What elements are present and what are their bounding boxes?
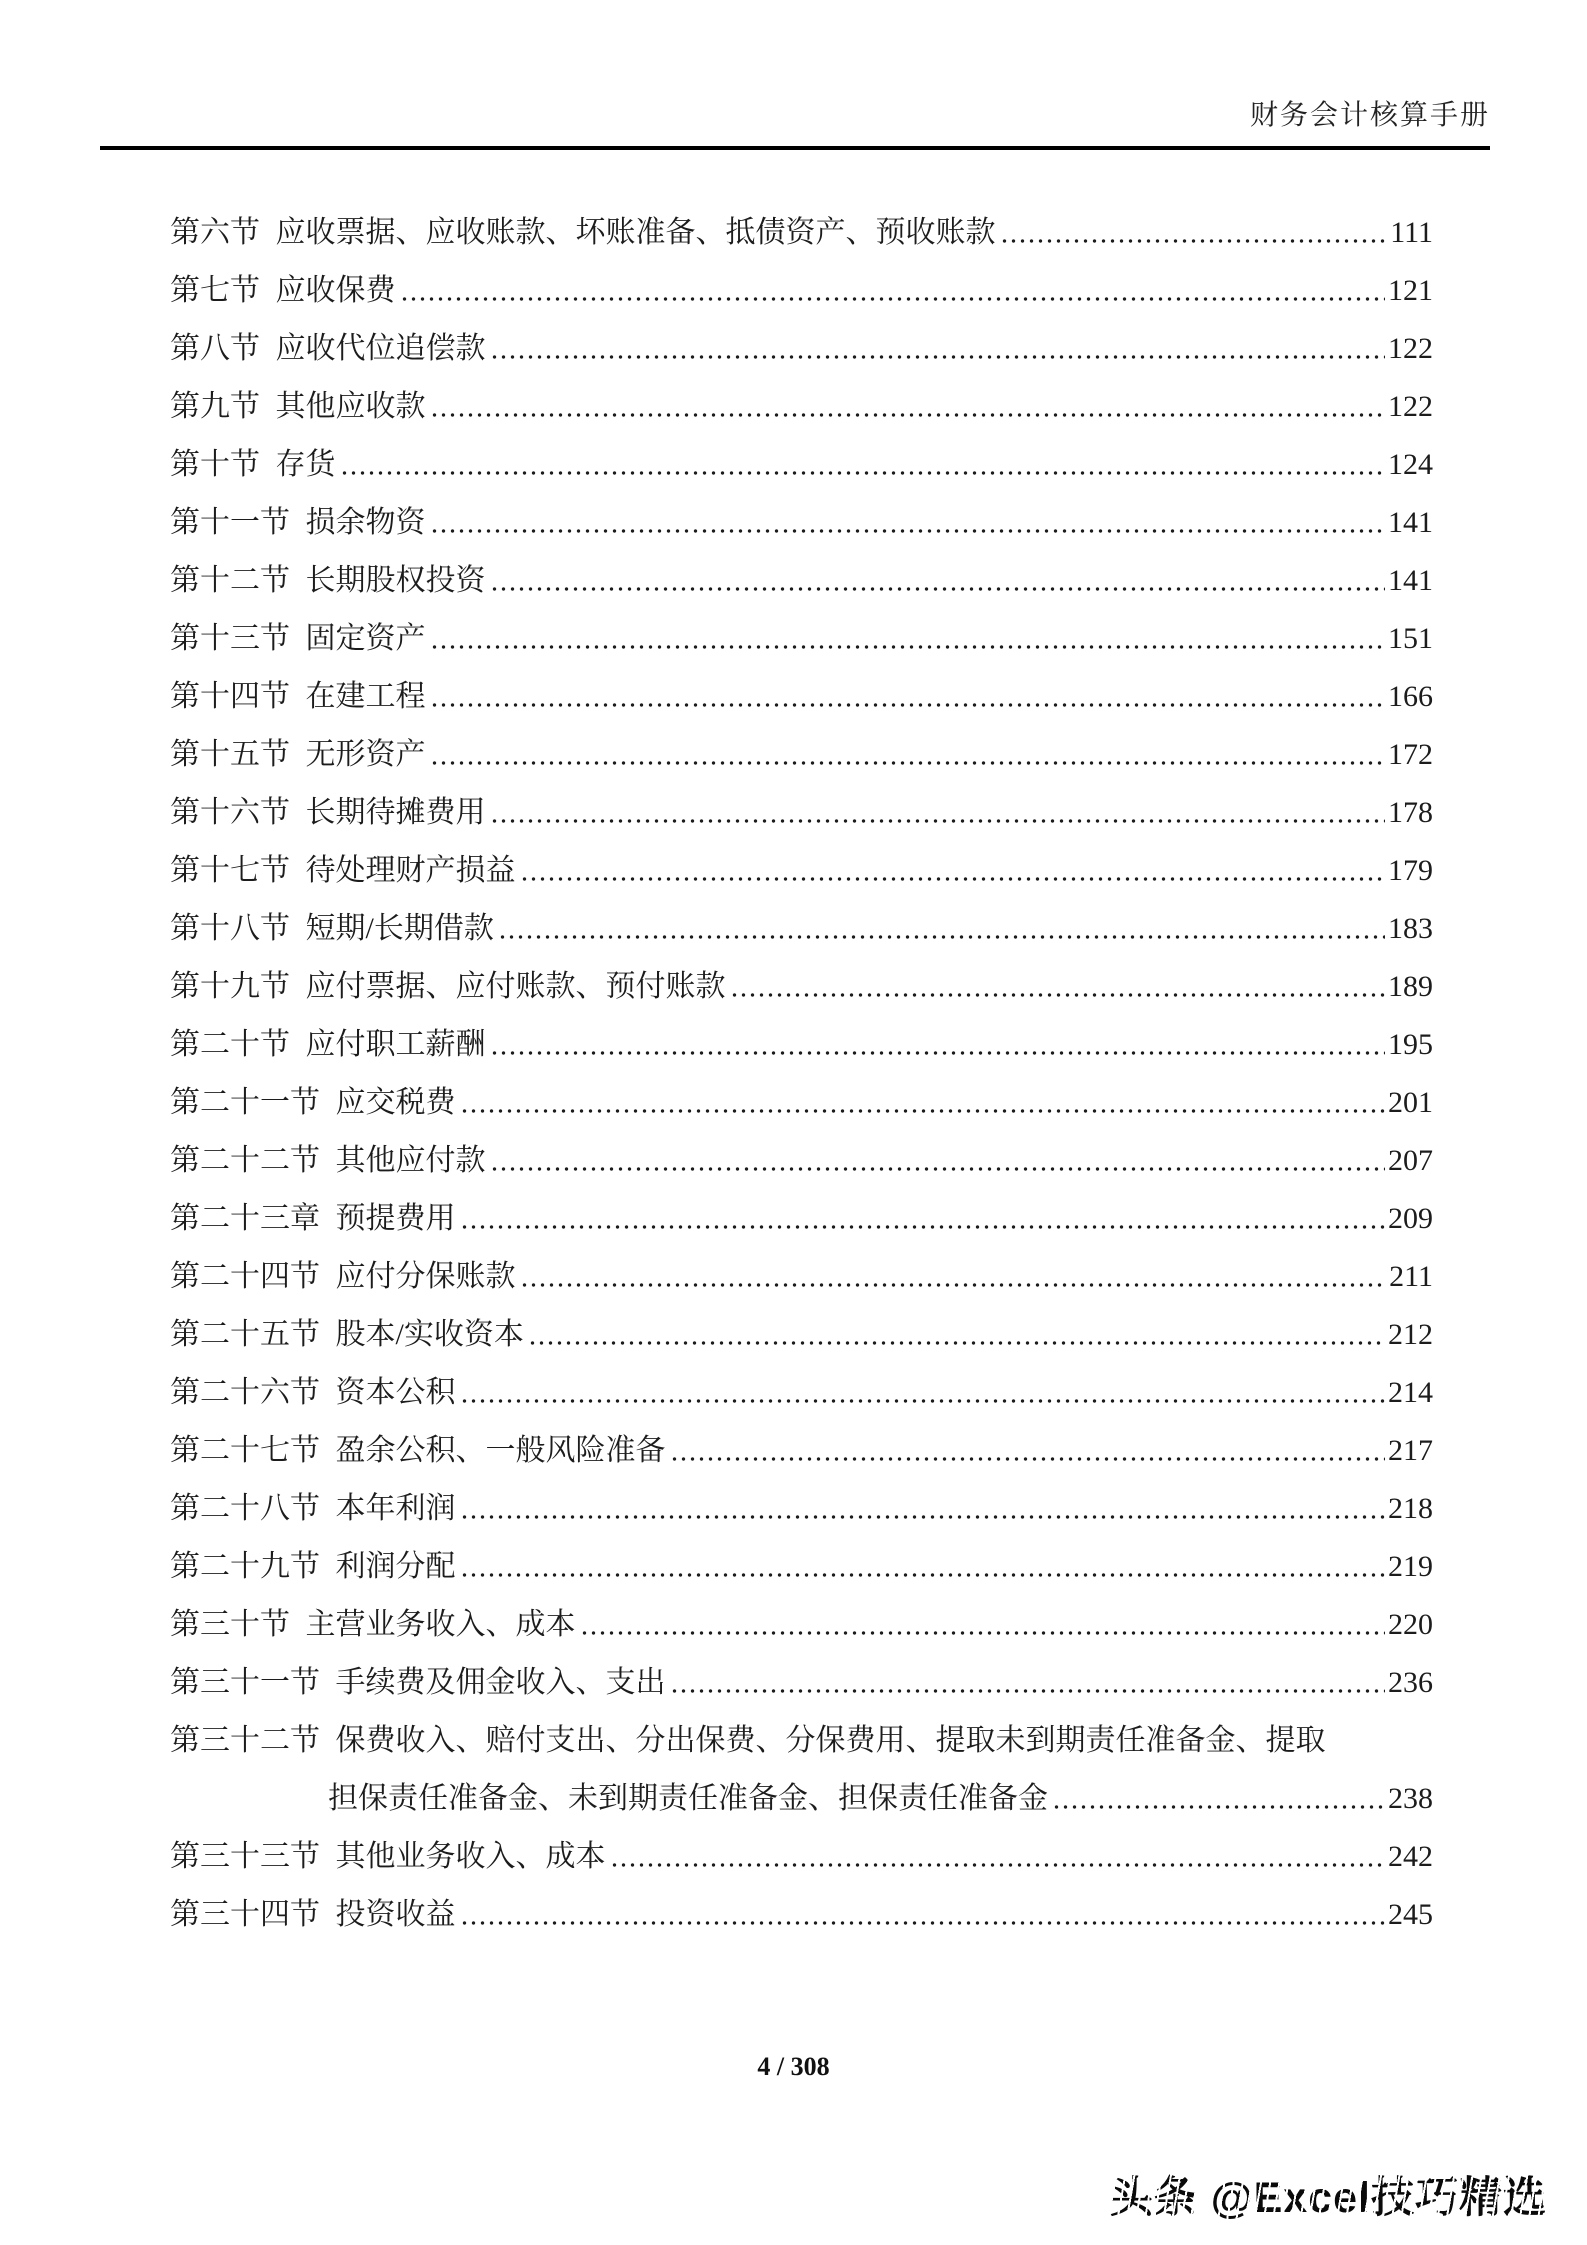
toc-entry-text: 第三十三节 其他业务收入、成本 [170,1839,606,1873]
toc-dot-leader [430,645,1386,649]
toc-entry-text: 第二十三章 预提费用 [170,1201,456,1235]
toc-page-number: 189 [1388,969,1433,1003]
toc-entry[interactable] [170,482,1433,540]
toc-entry[interactable] [170,714,1433,772]
toc-dot-leader [460,1921,1386,1925]
toc-entry-text: 第十四节 在建工程 [170,679,426,713]
toc-dot-leader [460,1399,1386,1403]
toc-page-number: 209 [1388,1201,1433,1235]
document-header-title: 财务会计核算手册 [1249,100,1490,131]
toc-entry-text: 第二十七节 盈余公积、一般风险准备 [170,1433,666,1467]
toc-dot-leader [670,1457,1386,1461]
toc-entry[interactable] [170,1062,1433,1120]
toc-entry-text: 第三十四节 投资收益 [170,1897,456,1931]
toc-entry-text: 第三十一节 手续费及佣金收入、支出 [170,1665,666,1699]
toc-page-number: 111 [1390,215,1433,249]
toc-entry-text: 第十六节 长期待摊费用 [170,795,486,829]
toc-entry-text: 第三十二节 保费收入、赔付支出、分出保费、分保费用、提取未到期责任准备金、提取 [170,1723,1326,1757]
toc-page-number: 122 [1388,331,1433,365]
toc-page-number: 212 [1388,1317,1433,1351]
toc-page-number: 172 [1388,737,1433,771]
toc-dot-leader [490,819,1386,823]
toc-entry[interactable] [170,250,1433,308]
toc-dot-leader [498,935,1385,939]
toc-entry-text: 第二十二节 其他应付款 [170,1143,486,1177]
toc-entry-text: 第十一节 损余物资 [170,505,426,539]
toc-dot-leader [460,1109,1386,1113]
toc-entry[interactable] [170,1526,1433,1584]
toc-entry[interactable] [170,1178,1433,1236]
toc-dot-leader [490,1167,1386,1171]
toc-dot-leader [580,1631,1386,1635]
toc-dot-leader [490,355,1386,359]
toc-entry[interactable] [170,1642,1433,1700]
toc-page-number: 214 [1388,1375,1433,1409]
table-of-contents [170,192,1433,1932]
toc-entry[interactable] [170,1758,1433,1816]
toc-entry[interactable] [170,1294,1433,1352]
toc-entry[interactable] [170,772,1433,830]
toc-dot-leader [460,1573,1386,1577]
toc-entry[interactable] [170,1468,1433,1526]
toc-entry-text: 第十五节 无形资产 [170,737,426,771]
toc-entry-text: 第二十一节 应交税费 [170,1085,456,1119]
toc-page-number: 178 [1388,795,1433,829]
toc-dot-leader [460,1515,1386,1519]
toc-dot-leader [430,529,1386,533]
toc-dot-leader [340,471,1386,475]
toc-entry[interactable] [170,424,1433,482]
toc-dot-leader [1052,1805,1385,1809]
toc-entry[interactable] [170,1410,1433,1468]
toc-page-number: 195 [1388,1027,1433,1061]
toc-entry[interactable] [170,366,1433,424]
toc-page-number: 166 [1388,679,1433,713]
toc-entry-text: 第六节 应收票据、应收账款、坏账准备、抵债资产、预收账款 [170,215,996,249]
toc-page-number: 151 [1388,621,1433,655]
toc-page-number: 220 [1388,1607,1433,1641]
toc-dot-leader [460,1225,1386,1229]
toc-dot-leader [490,1051,1386,1055]
toc-entry[interactable] [170,1874,1433,1932]
toc-entry-text: 第三十节 主营业务收入、成本 [170,1607,576,1641]
toc-page-number: 217 [1388,1433,1433,1467]
toc-page-number: 207 [1388,1143,1433,1177]
toc-page-number: 141 [1388,563,1433,597]
toc-page-number: 183 [1388,911,1433,945]
toc-page-number: 121 [1388,273,1433,307]
toc-dot-leader [670,1689,1386,1693]
header-rule [100,146,1490,150]
toc-entry-text: 第十七节 待处理财产损益 [170,853,516,887]
toc-page-number: 242 [1388,1839,1433,1873]
toc-entry-text: 第十二节 长期股权投资 [170,563,486,597]
watermark: 头条 @Excel技巧精选 [1110,2164,1547,2225]
toc-dot-leader [610,1863,1386,1867]
toc-dot-leader [730,993,1386,997]
toc-entry[interactable] [170,888,1433,946]
toc-page-number: 122 [1388,389,1433,423]
toc-entry[interactable] [170,1816,1433,1874]
toc-page-number: 124 [1388,447,1433,481]
toc-page-number: 236 [1388,1665,1433,1699]
toc-entry[interactable] [170,830,1433,888]
toc-dot-leader [430,703,1386,707]
toc-entry-text: 第七节 应收保费 [170,273,396,307]
toc-page-number: 201 [1388,1085,1433,1119]
toc-entry[interactable] [170,540,1433,598]
toc-entry-text: 第二十九节 利润分配 [170,1549,456,1583]
toc-dot-leader [430,761,1386,765]
toc-dot-leader [430,413,1386,417]
toc-page-number: 245 [1388,1897,1433,1931]
toc-entry-text: 第十节 存货 [170,447,336,481]
toc-entry-text: 第二十四节 应付分保账款 [170,1259,516,1293]
toc-page-number: 218 [1388,1491,1433,1525]
toc-dot-leader [528,1341,1385,1345]
toc-entry[interactable] [170,1004,1433,1062]
toc-entry-text: 第十九节 应付票据、应付账款、预付账款 [170,969,726,1003]
toc-dot-leader [520,1283,1387,1287]
toc-page-number: 219 [1388,1549,1433,1583]
toc-entry-text: 第十三节 固定资产 [170,621,426,655]
toc-entry[interactable] [170,1120,1433,1178]
toc-entry-text: 第八节 应收代位追偿款 [170,331,486,365]
toc-page-number: 141 [1388,505,1433,539]
toc-entry-text: 第二十六节 资本公积 [170,1375,456,1409]
toc-entry[interactable] [170,946,1433,1004]
toc-dot-leader [520,877,1386,881]
toc-entry-text: 担保责任准备金、未到期责任准备金、担保责任准备金 [328,1781,1048,1815]
toc-dot-leader [1000,239,1388,243]
toc-entry-text: 第二十八节 本年利润 [170,1491,456,1525]
toc-entry[interactable] [170,1352,1433,1410]
toc-entry-text: 第二十节 应付职工薪酬 [170,1027,486,1061]
toc-entry-text: 第二十五节 股本/实收资本 [170,1317,524,1351]
toc-page-number: 179 [1388,853,1433,887]
toc-entry[interactable] [170,1584,1433,1642]
toc-page-number: 238 [1388,1781,1433,1815]
toc-entry[interactable] [170,1236,1433,1294]
toc-entry[interactable] [170,192,1433,250]
toc-entry-text: 第九节 其他应收款 [170,389,426,423]
toc-entry[interactable] [170,308,1433,366]
toc-entry[interactable] [170,656,1433,714]
toc-dot-leader [400,297,1386,301]
toc-dot-leader [490,587,1386,591]
page-number-indicator: 4 / 308 [757,2052,830,2081]
toc-entry[interactable] [170,598,1433,656]
toc-entry[interactable] [170,1700,1433,1758]
toc-entry-text: 第十八节 短期/长期借款 [170,911,494,945]
toc-page-number: 211 [1389,1259,1433,1293]
